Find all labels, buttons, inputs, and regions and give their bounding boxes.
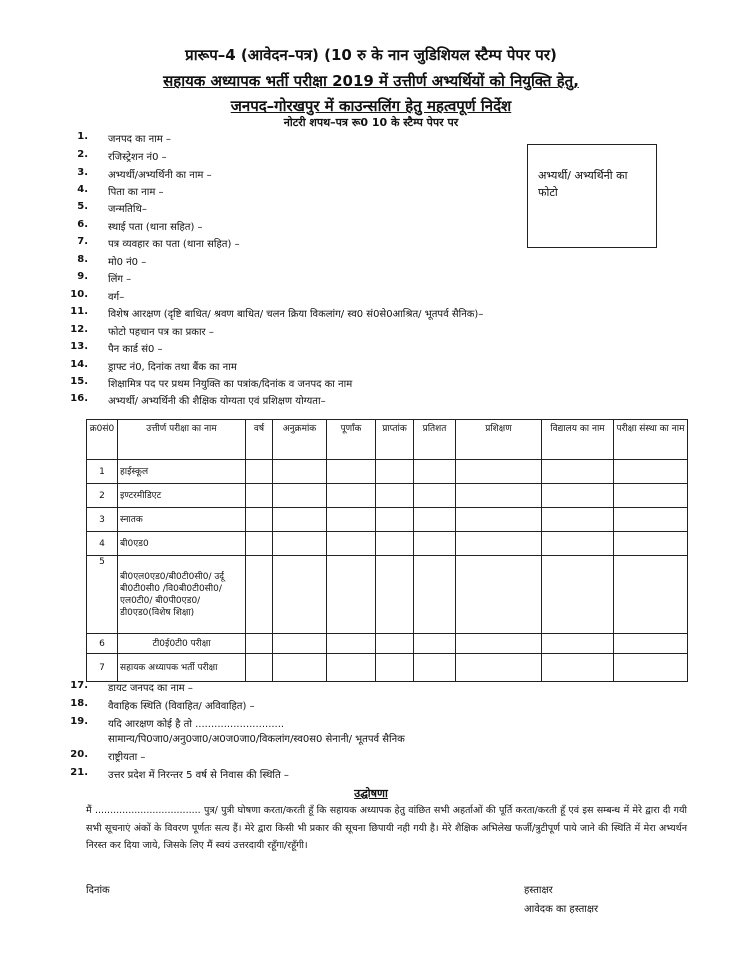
field-number: 21.	[70, 767, 88, 778]
table-cell-sn: 7	[87, 654, 118, 682]
date-label: दिनांक	[86, 885, 110, 896]
field-number: 9.	[77, 271, 88, 282]
table-cell[interactable]	[542, 508, 614, 532]
field-number: 8.	[77, 254, 88, 265]
table-row	[87, 508, 688, 532]
field-label: वर्ग–	[108, 292, 125, 303]
field-label: राष्ट्रीयता –	[108, 752, 146, 763]
table-cell-exam: सहायक अध्यापक भर्ती परीक्षा	[118, 654, 246, 682]
table-cell[interactable]	[414, 508, 456, 532]
table-header: क्र0सं0	[87, 420, 118, 460]
table-cell-sn: 6	[87, 634, 118, 654]
table-cell[interactable]	[456, 508, 542, 532]
table-header: प्राप्तांक	[376, 420, 414, 460]
table-cell[interactable]	[246, 532, 273, 556]
table-cell[interactable]	[376, 654, 414, 682]
table-cell[interactable]	[614, 532, 688, 556]
table-cell[interactable]	[273, 556, 327, 634]
declaration-text: मैं ................................... पुत्र/ पुत्री घोषणा करता/करती हूँ कि सहायक अध्यापक हेतु वांछित सभी अहर्ताओं की पूर्ति करता/करती हूँ एवं इस सम्बन्ध में मेरे द्वारा दी गयी सभी सूचनाएं अंकों के विवरण पूर्णतः सत्य हैं। मेरे द्वारा किसी भी प्रकार की सूचना छिपायी नही गयी है। मेरे शैक्षिक अभिलेख फर्जी/त्रुटीपूर्ण पाये जाने की स्थिति में मेरा अभ्यर्थन निरस्त कर दिया जाये, जिसके लिए मैं स्वयं उत्तरदायी रहूँगा/रहूँगी।	[86, 805, 687, 851]
field-number: 14.	[70, 359, 88, 370]
table-header: पूर्णांक	[327, 420, 376, 460]
field-number: 5.	[77, 201, 88, 212]
field-number: 7.	[77, 236, 88, 247]
field-number: 1.	[77, 131, 88, 142]
table-cell[interactable]	[614, 508, 688, 532]
field-number: 4.	[77, 184, 88, 195]
field-number: 18.	[70, 698, 88, 709]
table-cell[interactable]	[542, 654, 614, 682]
table-cell[interactable]	[414, 556, 456, 634]
table-cell[interactable]	[246, 654, 273, 682]
field-label: फोटो पहचान पत्र का प्रकार –	[108, 327, 214, 338]
table-cell[interactable]	[414, 532, 456, 556]
field-number: 20.	[70, 749, 88, 760]
table-header: प्रतिशत	[414, 420, 456, 460]
table-cell[interactable]	[327, 634, 376, 654]
table-cell[interactable]	[246, 508, 273, 532]
table-cell[interactable]	[414, 634, 456, 654]
notary-note: नोटरी शपथ–पत्र रू0 10 के स्टैम्प पेपर पर	[283, 116, 459, 129]
table-cell[interactable]	[273, 508, 327, 532]
table-cell-exam: टी0ई0टी0 परीक्षा	[118, 634, 246, 654]
table-header: अनुक्रमांक	[273, 420, 327, 460]
table-cell[interactable]	[327, 484, 376, 508]
table-header: प्रशिक्षण	[456, 420, 542, 460]
table-cell[interactable]	[376, 508, 414, 532]
table-cell-exam: इण्टरमीडिएट	[118, 484, 246, 508]
signature-label: हस्ताक्षर	[524, 885, 553, 896]
table-cell[interactable]	[414, 484, 456, 508]
table-cell[interactable]	[456, 654, 542, 682]
table-cell[interactable]	[414, 460, 456, 484]
table-row	[87, 556, 688, 634]
table-cell[interactable]	[376, 460, 414, 484]
field-number: 6.	[77, 219, 88, 230]
table-cell-exam: स्नातक	[118, 508, 246, 532]
table-row	[87, 532, 688, 556]
table-cell[interactable]	[376, 634, 414, 654]
table-cell[interactable]	[542, 532, 614, 556]
table-cell[interactable]	[246, 556, 273, 634]
table-cell-exam: बी0एल0एड0/बी0टी0सी0/ उर्दू बी0टी0सी0 /वि0बी0टी0सी0/एल0टी0/ बी0पी0एड0/डी0एड0(विशेष शिक्षा)	[118, 556, 246, 634]
table-header: परीक्षा संस्था का नाम	[614, 420, 688, 460]
field-label: अभ्यर्थी/ अभ्यर्थिनी की शैक्षिक योग्यता एवं प्रशिक्षण योग्यता–	[108, 396, 326, 407]
table-cell-sn: 5	[87, 556, 118, 634]
field-label: लिंग –	[108, 274, 132, 285]
table-cell[interactable]	[614, 556, 688, 634]
field-number: 16.	[70, 393, 88, 404]
photo-box-label: अभ्यर्थी/ अभ्यर्थिनी का फोटो	[538, 169, 628, 199]
table-row	[87, 460, 688, 484]
table-cell[interactable]	[273, 460, 327, 484]
table-cell[interactable]	[246, 634, 273, 654]
applicant-signature-label: आवेदक का हस्ताक्षर	[524, 904, 599, 915]
field-label: शिक्षामित्र पद पर प्रथम नियुक्ति का पत्रांक/दिनांक व जनपद का नाम	[108, 379, 353, 390]
field-label: उत्तर प्रदेश में निरन्तर 5 वर्ष से निवास की स्थिति –	[108, 770, 289, 781]
field-label: सामान्य/पि0जा0/अनु0जा0/अ0ज0जा0/विकलांग/स्व0स0 सेनानी/ भूतपर्व सैनिक	[108, 734, 405, 745]
table-cell[interactable]	[327, 508, 376, 532]
field-label: डायट जनपद का नाम –	[108, 683, 193, 694]
table-cell[interactable]	[614, 484, 688, 508]
field-number: 2.	[77, 149, 88, 160]
table-header: वर्ष	[246, 420, 273, 460]
table-header: उत्तीर्ण परीक्षा का नाम	[118, 420, 246, 460]
field-number: 10.	[70, 289, 88, 300]
table-cell[interactable]	[542, 484, 614, 508]
table-cell-sn: 1	[87, 460, 118, 484]
table-cell[interactable]	[614, 460, 688, 484]
table-cell[interactable]	[327, 532, 376, 556]
table-cell[interactable]	[246, 460, 273, 484]
table-cell[interactable]	[456, 532, 542, 556]
field-label: पैन कार्ड सं0 –	[108, 344, 163, 355]
field-number: 17.	[70, 680, 88, 691]
field-label: पत्र व्यवहार का पता (थाना सहित) –	[108, 239, 240, 250]
table-cell[interactable]	[456, 556, 542, 634]
field-number: 19.	[70, 716, 88, 727]
field-number: 15.	[70, 376, 88, 387]
field-label: यदि आरक्षण कोई है तो ............................	[108, 719, 285, 730]
table-cell-exam: बी0एड0	[118, 532, 246, 556]
form-subtitle-2: जनपद–गोरखपुर में काउन्सलिंग हेतु महत्वपूर्ण निर्देश	[230, 97, 512, 115]
table-cell[interactable]	[542, 556, 614, 634]
table-cell-sn: 2	[87, 484, 118, 508]
table-cell[interactable]	[327, 556, 376, 634]
table-cell[interactable]	[456, 634, 542, 654]
table-row	[87, 654, 688, 682]
table-cell[interactable]	[273, 484, 327, 508]
field-label: जन्मतिथि–	[108, 204, 147, 215]
field-number: 12.	[70, 324, 88, 335]
table-cell[interactable]	[327, 460, 376, 484]
table-cell[interactable]	[414, 654, 456, 682]
field-label: स्थाई पता (थाना सहित) –	[108, 222, 203, 233]
field-label: विशेष आरक्षण (दृष्टि बाधित/ श्रवण बाधित/ चलन क्रिया विकलांग/ स्व0 सं0से0आश्रित/ भूतपर्व सैनिक)–	[108, 309, 484, 320]
form-subtitle: सहायक अध्यापक भर्ती परीक्षा 2019 में उत्तीर्ण अभ्यर्थियों को नियुक्ति हेतु,	[163, 72, 579, 90]
field-label: रजिस्ट्रेशन नं0 –	[108, 152, 167, 163]
declaration-title: उद्घोषणा	[354, 787, 388, 800]
table-cell[interactable]	[456, 460, 542, 484]
field-label: जनपद का नाम –	[108, 134, 171, 145]
table-cell[interactable]	[614, 654, 688, 682]
table-row	[87, 634, 688, 654]
table-header: विद्यालय का नाम	[542, 420, 614, 460]
table-cell-sn: 3	[87, 508, 118, 532]
form-title: प्रारूप–4 (आवेदन–पत्र) (10 रु के नान जुडिशियल स्टैम्प पेपर पर)	[185, 46, 557, 64]
table-cell[interactable]	[273, 634, 327, 654]
table-cell[interactable]	[542, 460, 614, 484]
table-cell[interactable]	[327, 654, 376, 682]
table-cell[interactable]	[376, 532, 414, 556]
field-label: मो0 नं0 –	[108, 257, 147, 268]
field-number: 11.	[70, 306, 88, 317]
table-row	[87, 484, 688, 508]
table-cell[interactable]	[273, 532, 327, 556]
education-table	[86, 419, 688, 682]
table-cell-exam: हाईस्कूल	[118, 460, 246, 484]
table-cell[interactable]	[376, 556, 414, 634]
table-cell[interactable]	[456, 484, 542, 508]
table-cell[interactable]	[273, 654, 327, 682]
photo-box	[527, 144, 657, 248]
field-number: 13.	[70, 341, 88, 352]
field-label: ड्राफ्ट नं0, दिनांक तथा बैंक का नाम	[108, 362, 237, 373]
table-cell[interactable]	[246, 484, 273, 508]
field-label: वैवाहिक स्थिति (विवाहित/ अविवाहित) –	[108, 701, 255, 712]
table-cell[interactable]	[376, 484, 414, 508]
table-cell-sn: 4	[87, 532, 118, 556]
table-cell[interactable]	[614, 634, 688, 654]
field-number: 3.	[77, 167, 88, 178]
field-label: पिता का नाम –	[108, 187, 164, 198]
table-cell[interactable]	[542, 634, 614, 654]
table-header-row	[87, 420, 688, 460]
field-label: अभ्यर्थी/अभ्यर्थिनी का नाम –	[108, 170, 212, 181]
